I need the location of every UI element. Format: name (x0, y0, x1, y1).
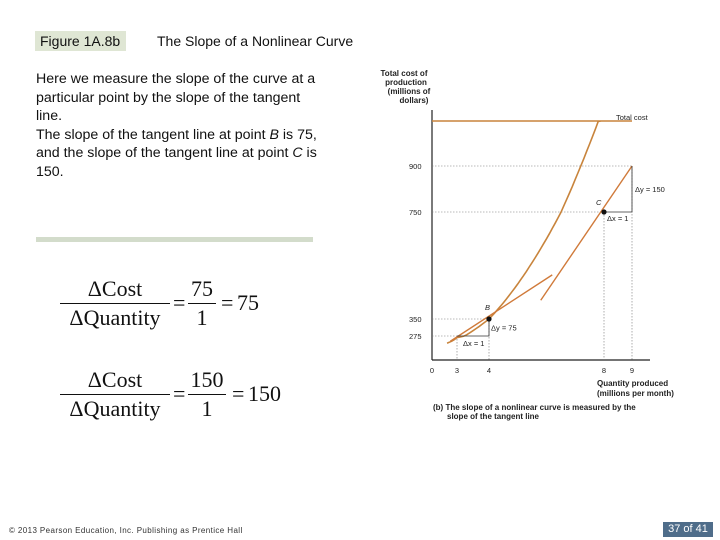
eq1-rhs-numerator: 75 (191, 276, 213, 301)
y-axis-label-line1: Total cost of (380, 69, 428, 78)
delta-y-label-b: Δy = 75 (491, 323, 517, 333)
eq2-rhs-denominator: 1 (201, 396, 213, 421)
caption-line1: (b) The slope of a nonlinear curve is measured by the (433, 403, 636, 412)
description-line3a: and the slope of the tangent line at point (36, 145, 293, 161)
slide-title: The Slope of a Nonlinear Curve (157, 33, 354, 49)
eq2-equals-2: = (232, 381, 245, 406)
description-line2a: The slope of the tangent line at point (36, 126, 270, 143)
eq2-equals-1: = (173, 381, 186, 406)
eq1-equals-2: = (221, 290, 234, 315)
y-tick-label-350: 350 (409, 315, 422, 324)
description-line2c: is 75, (278, 126, 317, 143)
y-axis-label-line2: production (385, 78, 427, 87)
x-axis-label-line2: (millions per month) (597, 389, 674, 398)
eq2-lhs-denominator: ΔQuantity (69, 396, 161, 421)
point-b (486, 316, 491, 321)
description-line1: Here we measure the slope of the curve at a particular point by the slope of the tangent line. (36, 71, 316, 124)
eq1-result: 75 (237, 290, 259, 315)
x-tick-label-0: 0 (429, 366, 435, 375)
point-label-c: C (596, 198, 602, 207)
x-tick-label-8: 8 (601, 366, 607, 375)
x-tick-label-4: 4 (486, 366, 492, 375)
x-axis-label-line1: Quantity produced (597, 379, 669, 388)
tangent-line-c (541, 166, 632, 300)
curve-label: Total cost (616, 113, 648, 122)
x-tick-label-9: 9 (629, 366, 635, 375)
y-tick-label-900: 900 (409, 162, 422, 171)
page-number: 37 of 41 (663, 522, 713, 537)
x-tick-label-3: 3 (454, 366, 460, 375)
point-label-b: B (485, 303, 491, 312)
caption-line2: slope of the tangent line (447, 412, 540, 421)
eq2-result: 150 (248, 381, 281, 406)
y-axis-label-line3: (millions of (387, 87, 431, 96)
delta-x-label-b: Δx = 1 (463, 339, 485, 348)
eq2-lhs-numerator: ΔCost (87, 367, 143, 392)
delta-y-label-c: Δy = 150 (635, 185, 665, 194)
y-tick-label-750: 750 (409, 208, 422, 217)
delta-x-label-c: Δx = 1 (607, 214, 629, 223)
point-c-ref: C (292, 145, 303, 161)
y-axis-label-line4: dollars) (399, 96, 429, 105)
copyright-footer: © 2013 Pearson Education, Inc. Publishing as Prentice Hall (9, 526, 243, 535)
point-b-ref: B (269, 126, 279, 143)
point-c (601, 209, 606, 214)
eq1-lhs-denominator: ΔQuantity (69, 305, 161, 330)
description-line3c: is 150. (36, 145, 317, 180)
eq1-lhs-numerator: ΔCost (87, 276, 143, 301)
y-tick-label-275: 275 (409, 332, 422, 341)
eq1-rhs-denominator: 1 (196, 305, 208, 330)
figure-label: Figure 1A.8b (35, 31, 126, 51)
eq2-rhs-numerator: 150 (190, 367, 224, 392)
eq1-equals-1: = (173, 290, 186, 315)
total-cost-curve (432, 121, 632, 343)
